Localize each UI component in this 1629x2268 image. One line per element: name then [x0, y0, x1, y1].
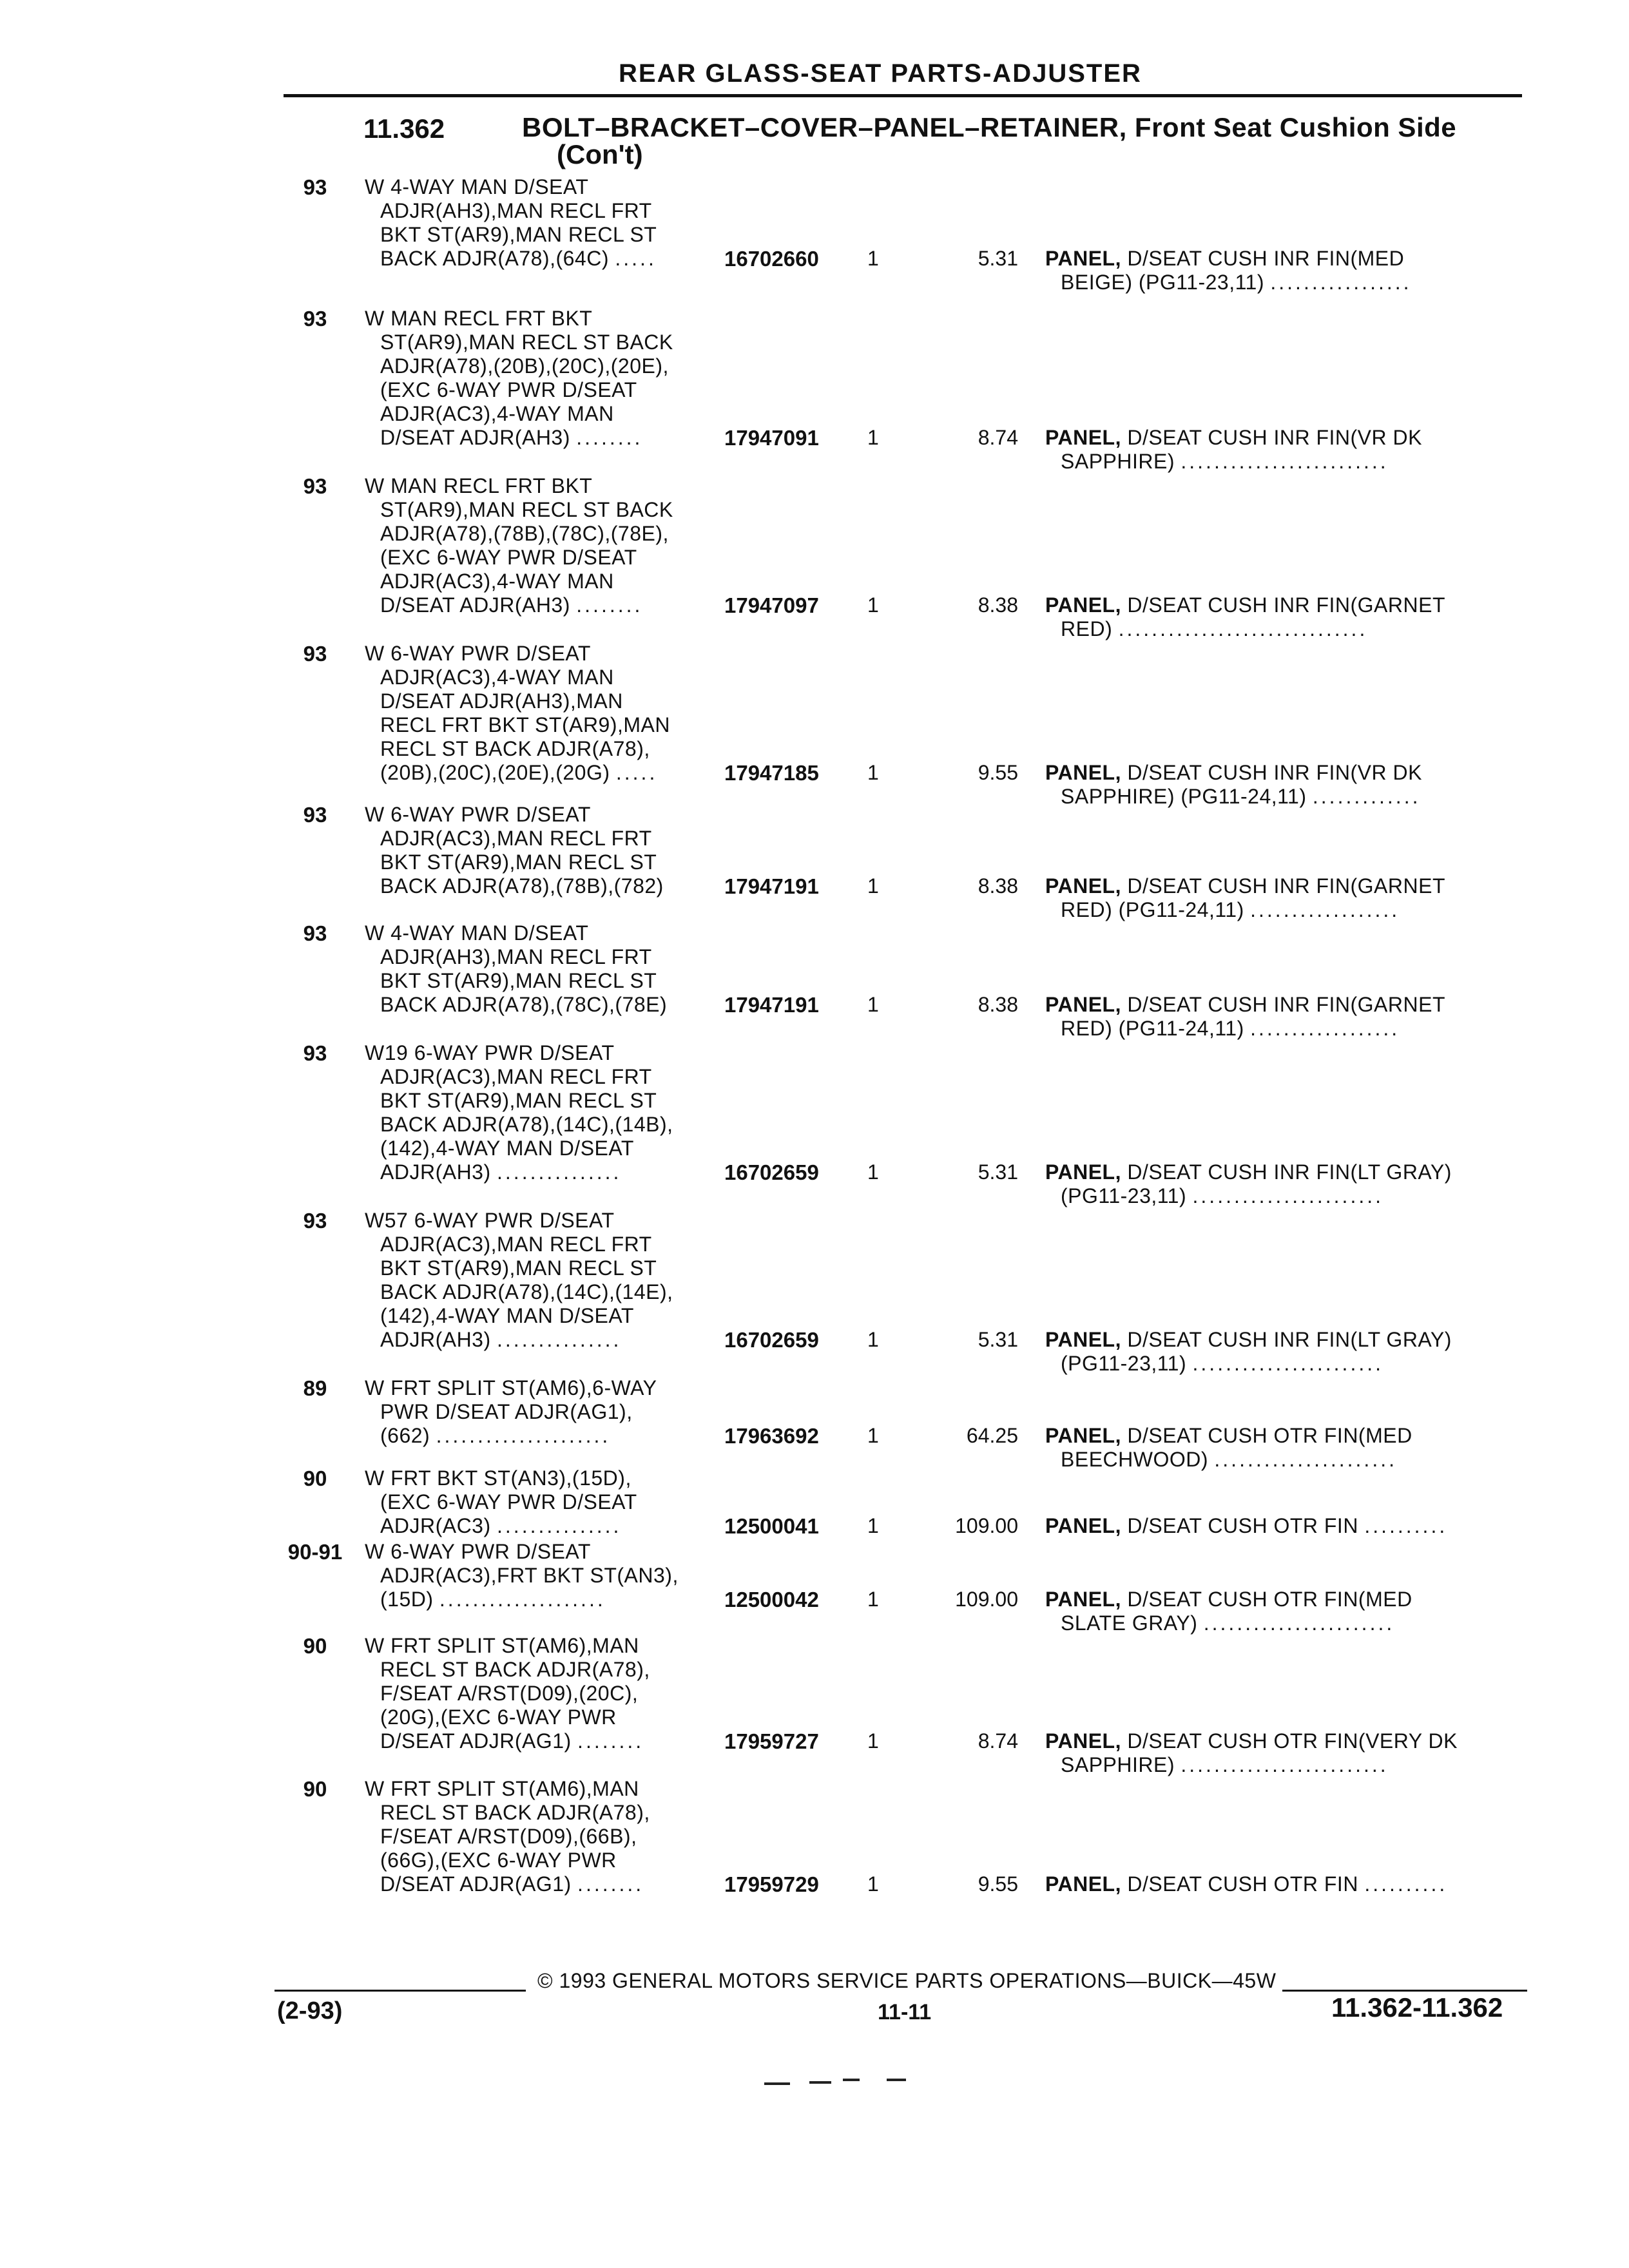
description-line: D/SEAT ADJR(AG1) ........	[380, 1729, 644, 1753]
price: 8.74	[978, 1729, 1018, 1753]
description-line: ADJR(AC3) ...............	[380, 1514, 622, 1537]
leader-dots: .......................	[1203, 1611, 1395, 1635]
price: 109.00	[955, 1588, 1018, 1611]
footer-page-number: 11-11	[878, 2000, 932, 2024]
price: 8.74	[978, 426, 1018, 449]
usage-description	[365, 1209, 673, 1352]
part-name-line2: BEECHWOOD) ......................	[1061, 1448, 1397, 1471]
price: 9.55	[978, 761, 1018, 784]
description-line: (15D) ....................	[380, 1588, 606, 1611]
ref-number: 93	[303, 175, 327, 199]
usage-description	[365, 474, 673, 617]
ref-number: 93	[303, 307, 327, 331]
part-name-keyword: PANEL,	[1045, 1872, 1121, 1896]
description-line: BACK ADJR(A78),(78C),(78E)	[380, 993, 668, 1016]
description-line: ADJR(A78),(78B),(78C),(78E),	[380, 522, 669, 545]
part-name-keyword: PANEL,	[1045, 247, 1121, 270]
leader-dots: ..................	[1250, 1017, 1400, 1040]
leader-dots: .............	[1312, 785, 1421, 808]
part-name-line2: RED) (PG11-24,11) ..................	[1061, 898, 1400, 921]
quantity: 1	[867, 1514, 879, 1537]
leader-dots: ........	[576, 426, 643, 449]
price: 8.38	[978, 874, 1018, 898]
description-line: (142),4-WAY MAN D/SEAT	[380, 1137, 634, 1160]
description-line: (EXC 6-WAY PWR D/SEAT	[380, 378, 637, 401]
part-name-keyword: PANEL,	[1045, 1588, 1121, 1611]
leader-dots: ......................	[1214, 1448, 1397, 1471]
description-line: D/SEAT ADJR(AH3) ........	[380, 426, 643, 449]
leader-dots: ..........	[1364, 1514, 1448, 1537]
description-line: ST(AR9),MAN RECL ST BACK	[380, 498, 673, 521]
footer-rule-right	[1282, 1990, 1527, 1992]
scan-mark	[887, 2079, 906, 2081]
description-line: ADJR(AC3),MAN RECL FRT	[380, 827, 652, 850]
section-number: 11.362	[363, 113, 445, 144]
scan-mark	[764, 2082, 790, 2085]
description-line: ADJR(AC3),MAN RECL FRT	[380, 1065, 652, 1088]
description-line: W 4-WAY MAN D/SEAT	[365, 175, 589, 198]
description-line: (EXC 6-WAY PWR D/SEAT	[380, 546, 637, 569]
description-line: D/SEAT ADJR(AH3),MAN	[380, 689, 623, 713]
leader-dots: .........................	[1181, 450, 1389, 473]
price: 109.00	[955, 1514, 1018, 1537]
part-name: PANEL, D/SEAT CUSH INR FIN(MED BEIGE) (PG11-23,11) .................	[1045, 247, 1412, 294]
description-line: (66G),(EXC 6-WAY PWR	[380, 1849, 617, 1872]
description-line: RECL ST BACK ADJR(A78),	[380, 1801, 650, 1824]
scan-mark	[843, 2079, 860, 2081]
part-name: PANEL, D/SEAT CUSH INR FIN(GARNET RED) ..............................	[1045, 593, 1445, 640]
part-number: 17959727	[724, 1729, 819, 1753]
usage-description	[365, 307, 673, 450]
description-line: D/SEAT ADJR(AG1) ........	[380, 1872, 644, 1896]
leader-dots: .......................	[1192, 1184, 1383, 1207]
description-line: F/SEAT A/RST(D09),(20C),	[380, 1682, 639, 1705]
part-number: 17963692	[724, 1424, 819, 1448]
price: 5.31	[978, 247, 1018, 270]
usage-description	[365, 1376, 657, 1448]
part-name-line2: SAPPHIRE) .........................	[1061, 450, 1389, 473]
leader-dots: ..........	[1364, 1872, 1448, 1896]
leader-dots: .................	[1270, 271, 1412, 294]
description-line: ADJR(AH3),MAN RECL FRT	[380, 199, 652, 222]
quantity: 1	[867, 1588, 879, 1611]
price: 5.31	[978, 1160, 1018, 1184]
part-name-line2: RED) (PG11-24,11) ..................	[1061, 1017, 1400, 1040]
part-name-keyword: PANEL,	[1045, 993, 1121, 1016]
footer-rule-left	[275, 1990, 526, 1992]
description-line: F/SEAT A/RST(D09),(66B),	[380, 1825, 637, 1848]
description-line: W MAN RECL FRT BKT	[365, 474, 593, 497]
description-line: (EXC 6-WAY PWR D/SEAT	[380, 1490, 637, 1514]
leader-dots: ....................	[439, 1588, 606, 1611]
usage-description	[365, 921, 667, 1017]
section-subtitle: (Con't)	[557, 139, 643, 169]
description-line: BKT ST(AR9),MAN RECL ST	[380, 1089, 657, 1112]
description-line: ADJR(AH3),MAN RECL FRT	[380, 945, 652, 968]
leader-dots: ........	[577, 1872, 644, 1896]
part-number: 16702659	[724, 1160, 819, 1184]
description-line: W 6-WAY PWR D/SEAT	[365, 642, 591, 665]
part-number: 17947097	[724, 593, 819, 617]
part-name-keyword: PANEL,	[1045, 1729, 1121, 1753]
part-name-keyword: PANEL,	[1045, 426, 1121, 449]
part-number: 17947091	[724, 426, 819, 450]
leader-dots: .........................	[1181, 1753, 1389, 1776]
usage-description	[365, 1777, 650, 1896]
price: 8.38	[978, 993, 1018, 1016]
usage-description	[365, 1041, 673, 1184]
leader-dots: ..............................	[1118, 617, 1368, 640]
description-line: BKT ST(AR9),MAN RECL ST	[380, 969, 657, 992]
part-number: 17959729	[724, 1872, 819, 1896]
footer-section-range: 11.362-11.362	[1331, 1992, 1503, 2023]
ref-number: 93	[303, 1209, 327, 1233]
part-name-line2: (PG11-23,11) .......................	[1061, 1184, 1383, 1207]
usage-description	[365, 642, 670, 785]
quantity: 1	[867, 1328, 879, 1351]
description-line: W FRT SPLIT ST(AM6),6-WAY	[365, 1376, 657, 1399]
description-line: ST(AR9),MAN RECL ST BACK	[380, 331, 673, 354]
description-line: BACK ADJR(A78),(14C),(14B),	[380, 1113, 673, 1136]
description-line: ADJR(AC3),MAN RECL FRT	[380, 1233, 652, 1256]
part-name-line2: BEIGE) (PG11-23,11) .................	[1061, 271, 1412, 294]
ref-number: 90	[303, 1634, 327, 1658]
usage-description	[365, 803, 664, 898]
ref-number: 93	[303, 803, 327, 827]
quantity: 1	[867, 1424, 879, 1447]
part-name: PANEL, D/SEAT CUSH INR FIN(VR DK SAPPHIRE) .........................	[1045, 426, 1422, 473]
description-line: BKT ST(AR9),MAN RECL ST	[380, 1256, 657, 1280]
description-line: BACK ADJR(A78),(78B),(782)	[380, 874, 664, 898]
leader-dots: ........	[576, 593, 643, 617]
part-number: 17947191	[724, 993, 819, 1017]
quantity: 1	[867, 1872, 879, 1896]
part-number: 17947185	[724, 761, 819, 785]
part-name-line2: RED) ..............................	[1061, 617, 1368, 640]
leader-dots: ........	[577, 1729, 644, 1753]
page-header-title: REAR GLASS-SEAT PARTS-ADJUSTER	[619, 59, 1142, 88]
quantity: 1	[867, 1160, 879, 1184]
part-name-keyword: PANEL,	[1045, 1160, 1121, 1184]
part-name-keyword: PANEL,	[1045, 1424, 1121, 1447]
description-line: W57 6-WAY PWR D/SEAT	[365, 1209, 615, 1232]
part-name-keyword: PANEL,	[1045, 761, 1121, 784]
part-number: 17947191	[724, 874, 819, 898]
part-name: PANEL, D/SEAT CUSH INR FIN(LT GRAY) (PG11-23,11) .......................	[1045, 1160, 1452, 1207]
leader-dots: .....................	[436, 1424, 611, 1447]
quantity: 1	[867, 993, 879, 1016]
quantity: 1	[867, 247, 879, 270]
description-line: BACK ADJR(A78),(14C),(14E),	[380, 1280, 673, 1303]
description-line: BACK ADJR(A78),(64C) .....	[380, 247, 657, 270]
quantity: 1	[867, 761, 879, 784]
leader-dots: ..................	[1250, 898, 1400, 921]
description-line: W MAN RECL FRT BKT	[365, 307, 593, 330]
quantity: 1	[867, 593, 879, 617]
description-line: (142),4-WAY MAN D/SEAT	[380, 1304, 634, 1327]
description-line: W 6-WAY PWR D/SEAT	[365, 803, 591, 826]
description-line: W19 6-WAY PWR D/SEAT	[365, 1041, 615, 1064]
part-name-keyword: PANEL,	[1045, 1328, 1121, 1351]
part-name-keyword: PANEL,	[1045, 593, 1121, 617]
part-name-line2: SLATE GRAY) .......................	[1061, 1611, 1395, 1635]
part-name: PANEL, D/SEAT CUSH INR FIN(GARNET RED) (PG11-24,11) ..................	[1045, 874, 1445, 921]
description-line: ADJR(AC3),FRT BKT ST(AN3),	[380, 1564, 679, 1587]
description-line: W 6-WAY PWR D/SEAT	[365, 1540, 591, 1563]
usage-description	[365, 1634, 650, 1753]
description-line: PWR D/SEAT ADJR(AG1),	[380, 1400, 633, 1423]
price: 64.25	[966, 1424, 1018, 1447]
ref-number: 93	[303, 474, 327, 498]
part-name: PANEL, D/SEAT CUSH INR FIN(VR DK SAPPHIRE) (PG11-24,11) .............	[1045, 761, 1422, 808]
ref-number: 90	[303, 1777, 327, 1801]
description-line: RECL ST BACK ADJR(A78),	[380, 737, 650, 760]
footer-date: (2-93)	[277, 1997, 343, 2024]
part-number: 16702659	[724, 1328, 819, 1352]
ref-number: 90	[303, 1466, 327, 1490]
quantity: 1	[867, 874, 879, 898]
ref-number: 93	[303, 642, 327, 666]
description-line: W FRT SPLIT ST(AM6),MAN	[365, 1777, 639, 1800]
leader-dots: .....	[615, 247, 657, 270]
description-line: RECL ST BACK ADJR(A78),	[380, 1658, 650, 1681]
part-name: PANEL, D/SEAT CUSH INR FIN(LT GRAY) (PG11-23,11) .......................	[1045, 1328, 1452, 1375]
description-line: ADJR(AH3) ...............	[380, 1328, 622, 1351]
description-line: W FRT BKT ST(AN3),(15D),	[365, 1466, 631, 1490]
scan-mark	[809, 2081, 831, 2084]
price: 5.31	[978, 1328, 1018, 1351]
leader-dots: ...............	[497, 1514, 622, 1537]
part-name-line2: SAPPHIRE) (PG11-24,11) .............	[1061, 785, 1421, 808]
leader-dots: ...............	[497, 1160, 622, 1184]
description-line: ADJR(AH3) ...............	[380, 1160, 622, 1184]
part-name: PANEL, D/SEAT CUSH INR FIN(GARNET RED) (PG11-24,11) ..................	[1045, 993, 1445, 1040]
part-name: PANEL, D/SEAT CUSH OTR FIN(VERY DK SAPPHIRE) .........................	[1045, 1729, 1458, 1776]
ref-number: 93	[303, 921, 327, 945]
part-name-keyword: PANEL,	[1045, 1514, 1121, 1537]
usage-description	[365, 175, 657, 271]
description-line: (20B),(20C),(20E),(20G) .....	[380, 761, 658, 784]
price: 9.55	[978, 1872, 1018, 1896]
description-line: ADJR(AC3),4-WAY MAN	[380, 666, 614, 689]
description-line: ADJR(AC3),4-WAY MAN	[380, 570, 614, 593]
quantity: 1	[867, 426, 879, 449]
ref-number: 90-91	[287, 1540, 343, 1564]
leader-dots: .....	[615, 761, 658, 784]
part-name: PANEL, D/SEAT CUSH OTR FIN ..........	[1045, 1514, 1448, 1537]
usage-description	[365, 1540, 679, 1611]
section-title: BOLT–BRACKET–COVER–PANEL–RETAINER, Front Seat Cushion Side	[522, 112, 1457, 142]
description-line: W 4-WAY MAN D/SEAT	[365, 921, 589, 945]
description-line: W FRT SPLIT ST(AM6),MAN	[365, 1634, 639, 1657]
description-line: RECL FRT BKT ST(AR9),MAN	[380, 713, 670, 736]
part-name: PANEL, D/SEAT CUSH OTR FIN ..........	[1045, 1872, 1448, 1896]
part-number: 16702660	[724, 247, 819, 271]
description-line: D/SEAT ADJR(AH3) ........	[380, 593, 643, 617]
description-line: ADJR(AC3),4-WAY MAN	[380, 402, 614, 425]
description-line: (662) .....................	[380, 1424, 611, 1447]
part-name-line2: SAPPHIRE) .........................	[1061, 1753, 1389, 1776]
part-number: 12500042	[724, 1588, 819, 1611]
usage-description	[365, 1466, 637, 1538]
part-number: 12500041	[724, 1514, 819, 1538]
ref-number: 93	[303, 1041, 327, 1065]
part-name-line2: (PG11-23,11) .......................	[1061, 1352, 1383, 1375]
price: 8.38	[978, 593, 1018, 617]
footer-copyright: © 1993 GENERAL MOTORS SERVICE PARTS OPERATIONS—BUICK—45W	[537, 1969, 1277, 1992]
part-name-keyword: PANEL,	[1045, 874, 1121, 898]
leader-dots: .......................	[1192, 1352, 1383, 1375]
description-line: BKT ST(AR9),MAN RECL ST	[380, 850, 657, 874]
part-name: PANEL, D/SEAT CUSH OTR FIN(MED SLATE GRAY) .......................	[1045, 1588, 1412, 1635]
quantity: 1	[867, 1729, 879, 1753]
description-line: ADJR(A78),(20B),(20C),(20E),	[380, 354, 669, 378]
leader-dots: ...............	[497, 1328, 622, 1351]
description-line: BKT ST(AR9),MAN RECL ST	[380, 223, 657, 246]
part-name: PANEL, D/SEAT CUSH OTR FIN(MED BEECHWOOD) ......................	[1045, 1424, 1412, 1471]
header-rule	[284, 94, 1522, 97]
description-line: (20G),(EXC 6-WAY PWR	[380, 1706, 617, 1729]
ref-number: 89	[303, 1376, 327, 1400]
